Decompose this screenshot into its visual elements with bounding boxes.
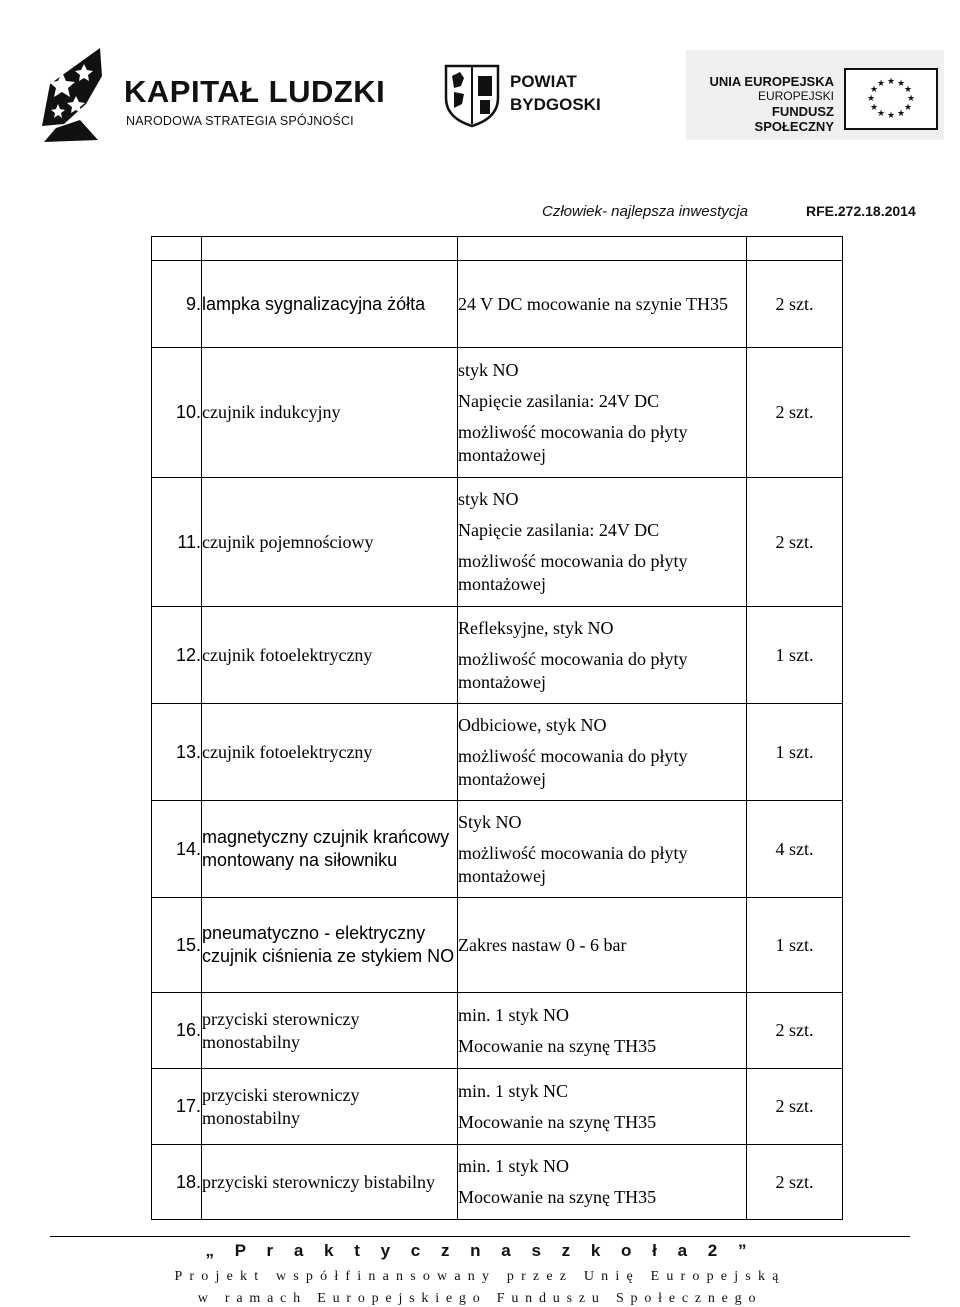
description-line: Styk NO xyxy=(458,811,522,832)
table-row xyxy=(152,348,843,478)
item-quantity: 2 szt. xyxy=(747,261,843,348)
item-name: pneumatyczno - elektryczny czujnik ciśnienia ze stykiem NO xyxy=(202,898,458,993)
coat-of-arms-icon xyxy=(442,62,502,128)
svg-text:★: ★ xyxy=(869,85,879,95)
item-description xyxy=(458,993,747,1069)
svg-text:★: ★ xyxy=(903,85,913,95)
svg-text:★: ★ xyxy=(876,79,886,89)
powiat-line2: BYDGOSKI xyxy=(510,95,601,114)
row-number: 16. xyxy=(152,993,202,1069)
item-quantity: 2 szt. xyxy=(747,478,843,607)
item-name: czujnik fotoelektryczny xyxy=(202,607,458,704)
reference-number: RFE.272.18.2014 xyxy=(806,203,916,219)
description-line: Mocowanie na szynę TH35 xyxy=(458,1187,657,1207)
powiat-bydgoski-logo xyxy=(442,62,642,132)
item-quantity: 1 szt. xyxy=(747,704,843,801)
description-line: Mocowanie na szynę TH35 xyxy=(458,1035,657,1056)
svg-text:★: ★ xyxy=(869,103,879,113)
item-name: czujnik pojemnościowy xyxy=(202,478,458,607)
eu-line1: UNIA EUROPEJSKA xyxy=(709,74,834,89)
item-quantity: 2 szt. xyxy=(747,348,843,478)
kapital-ludzki-title: KAPITAŁ LUDZKI xyxy=(124,74,386,109)
table-row xyxy=(152,607,843,704)
description-line: możliwość mocowania do płyty montażowej xyxy=(458,745,688,789)
table-header-row xyxy=(152,237,843,261)
item-quantity: 2 szt. xyxy=(747,993,843,1069)
item-description xyxy=(458,607,747,704)
item-name: czujnik fotoelektryczny xyxy=(202,704,458,801)
eu-line3: FUNDUSZ SPOŁECZNY xyxy=(754,104,834,134)
eu-flag-icon xyxy=(844,68,938,130)
table-row xyxy=(152,261,843,348)
item-name: lampka sygnalizacyjna żółta xyxy=(202,261,458,348)
svg-text:★: ★ xyxy=(886,111,896,121)
eu-logo xyxy=(686,50,944,140)
row-number: 17. xyxy=(152,1069,202,1145)
description-line: możliwość mocowania do płyty montażowej xyxy=(458,551,688,594)
kapital-ludzki-logo xyxy=(40,46,386,146)
description-line: 24 V DC mocowanie na szynie TH35 xyxy=(458,293,728,314)
table-row xyxy=(152,993,843,1069)
row-number: 11. xyxy=(152,478,202,607)
description-line: styk NO xyxy=(458,489,519,509)
svg-text:★: ★ xyxy=(903,103,913,113)
svg-text:★: ★ xyxy=(906,94,916,104)
table-row xyxy=(152,478,843,607)
description-line: min. 1 styk NO xyxy=(458,1004,570,1025)
svg-text:★: ★ xyxy=(886,77,896,87)
item-name: przyciski sterowniczy monostabilny xyxy=(202,1069,458,1145)
powiat-name xyxy=(510,70,601,116)
row-number: 14. xyxy=(152,801,202,898)
slogan: Człowiek- najlepsza inwestycja xyxy=(542,203,748,220)
footer-project-title: „ P r a k t y c z n a s z k o ł a 2 ” xyxy=(205,1241,755,1260)
item-description xyxy=(458,261,747,348)
item-description xyxy=(458,898,747,993)
item-name: przyciski sterowniczy bistabilny xyxy=(202,1145,458,1220)
item-quantity: 4 szt. xyxy=(747,801,843,898)
item-description xyxy=(458,1145,747,1220)
row-number: 13. xyxy=(152,704,202,801)
description-line: Zakres nastaw 0 - 6 bar xyxy=(458,934,627,955)
item-quantity: 1 szt. xyxy=(747,607,843,704)
item-name: czujnik indukcyjny xyxy=(202,348,458,478)
specification-table xyxy=(151,236,843,1220)
description-line: Odbiciowe, styk NO xyxy=(458,714,607,735)
kapital-ludzki-emblem-icon xyxy=(40,46,120,146)
table-row xyxy=(152,801,843,898)
row-number: 15. xyxy=(152,898,202,993)
eu-line2: EUROPEJSKI xyxy=(757,89,834,103)
svg-text:★: ★ xyxy=(896,79,906,89)
description-line: możliwość mocowania do płyty montażowej xyxy=(458,421,688,465)
svg-text:★: ★ xyxy=(896,109,906,119)
description-line: Napięcie zasilania: 24V DC xyxy=(458,520,660,540)
kapital-ludzki-subtitle: NARODOWA STRATEGIA SPÓJNOŚCI xyxy=(126,114,354,128)
row-number: 10. xyxy=(152,348,202,478)
row-number: 18. xyxy=(152,1145,202,1220)
footer-divider xyxy=(50,1236,910,1237)
item-description xyxy=(458,1069,747,1145)
item-quantity: 2 szt. xyxy=(747,1069,843,1145)
item-description xyxy=(458,348,747,478)
item-quantity: 2 szt. xyxy=(747,1145,843,1220)
item-quantity: 1 szt. xyxy=(747,898,843,993)
description-line: Mocowanie na szynę TH35 xyxy=(458,1111,657,1132)
table-row xyxy=(152,1069,843,1145)
powiat-line1: POWIAT xyxy=(510,72,577,91)
table-row xyxy=(152,704,843,801)
svg-text:★: ★ xyxy=(866,94,876,104)
table-row xyxy=(152,1145,843,1220)
description-line: Refleksyjne, styk NO xyxy=(458,617,614,638)
item-name: magnetyczny czujnik krańcowy montowany na siłowniku xyxy=(202,801,458,898)
row-number: 12. xyxy=(152,607,202,704)
eu-text xyxy=(704,74,834,134)
description-line: Napięcie zasilania: 24V DC xyxy=(458,390,660,411)
footer-cofinancing-line2: w ramach Europejskiego Funduszu Społecznego xyxy=(197,1291,763,1306)
footer-cofinancing-line1: Projekt współfinansowany przez Unię Europejską xyxy=(174,1269,786,1284)
svg-text:★: ★ xyxy=(876,109,886,119)
item-name: przyciski sterowniczy monostabilny xyxy=(202,993,458,1069)
description-line: min. 1 styk NO xyxy=(458,1156,570,1176)
item-description xyxy=(458,704,747,801)
description-line: styk NO xyxy=(458,359,519,380)
item-description xyxy=(458,801,747,898)
description-line: możliwość mocowania do płyty montażowej xyxy=(458,842,688,886)
table-row xyxy=(152,898,843,993)
description-line: min. 1 styk NC xyxy=(458,1080,569,1101)
item-description xyxy=(458,478,747,607)
description-line: możliwość mocowania do płyty montażowej xyxy=(458,648,688,692)
row-number: 9. xyxy=(152,261,202,348)
